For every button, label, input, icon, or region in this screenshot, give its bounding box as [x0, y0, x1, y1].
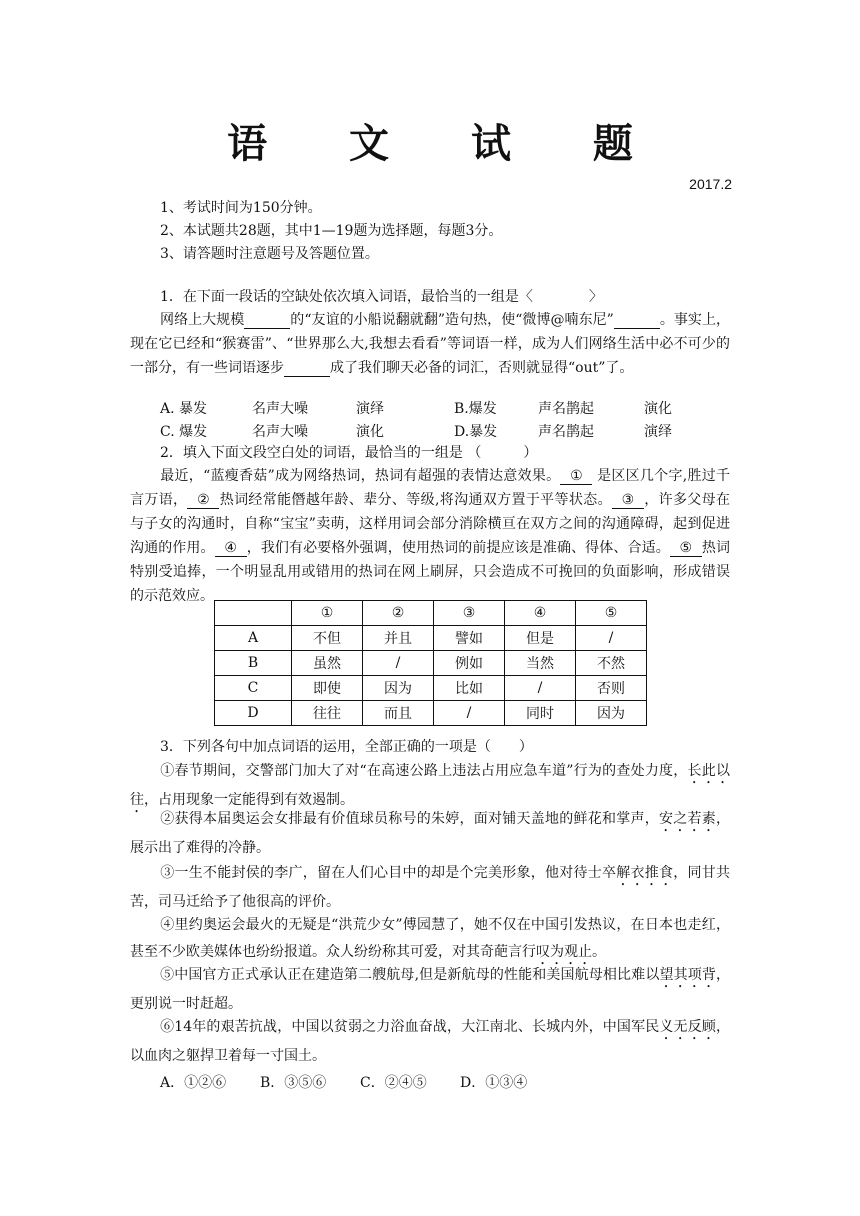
- table-cell: 不但: [292, 626, 363, 651]
- table-cell: [215, 601, 292, 626]
- q3-text: ①春节期间，交警部门加大了对“在高速公路上违法占用应急车道”行为的查处力度，: [160, 763, 688, 779]
- q3-option: B．③⑤⑥: [260, 1075, 327, 1091]
- table-cell: 因为: [576, 701, 647, 726]
- table-row: [215, 651, 647, 676]
- q2-text-4: ，我们有必要格外强调，使用热词的前提应该是准确、得体、合适。: [246, 540, 670, 556]
- table-cell: 但是: [505, 626, 576, 651]
- q1-option: 声名鹊起: [538, 424, 594, 440]
- q3-dotted-phrase: 长此以往: [130, 763, 731, 808]
- q1-option: 演化: [644, 401, 672, 417]
- table-row: [215, 626, 647, 651]
- table-cell: 譬如: [434, 626, 505, 651]
- q2-answer-table: [214, 600, 647, 726]
- q3-stem: 3．下列各句中加点词语的运用，全部正确的一项是（ ）: [160, 739, 533, 755]
- q2-text-0: 最近，“蓝瘦香菇”成为网络热词，热词有超强的表情达意效果。: [160, 468, 561, 484]
- table-cell: 而且: [363, 701, 434, 726]
- q2-stem: 2．填入下面文段空白处的词语，最恰当的一组是 （ ）: [160, 445, 538, 461]
- q1-blank-2: [614, 312, 660, 329]
- q3-sentence-6: [130, 1014, 730, 1070]
- q2-passage: [130, 464, 730, 608]
- instruction-2: 2、本试题共28题，其中1—19题为选择题，每题3分。: [160, 223, 503, 239]
- q1-blank-3: [284, 360, 330, 377]
- q1-text-a: 网络上大规模: [160, 312, 245, 328]
- table-cell: 例如: [434, 651, 505, 676]
- q3-text: ④里约奥运会最火的无疑是“洪荒少女”傅园慧了，她不仅在中国引发热议，在日本也走红，甚至不少欧美媒体也纷纷报道。众人纷纷称其可爱，对其奇葩言行: [130, 917, 730, 960]
- table-cell: A: [215, 626, 292, 651]
- table-cell: /: [434, 701, 505, 726]
- table-cell: /: [363, 651, 434, 676]
- q1-option: 名声大噪: [252, 424, 308, 440]
- q3-sentence-5: [130, 962, 730, 1018]
- q1-options-row-2: [160, 421, 672, 444]
- table-cell: /: [505, 676, 576, 701]
- q1-option: C. 爆发: [160, 424, 208, 440]
- table-cell: ①: [292, 601, 363, 626]
- table-cell: C: [215, 676, 292, 701]
- q1-blank-1: [244, 312, 290, 329]
- q1-option: A. 暴发: [160, 401, 208, 417]
- q3-sentence-2: [130, 806, 730, 862]
- exam-date: 2017.2: [689, 176, 732, 192]
- q3-text: ③一生不能封侯的李广，留在人们心目中的却是个完美形象，他对待士卒: [160, 865, 617, 881]
- q3-dotted-phrase: 叹为观止: [536, 944, 592, 960]
- instruction-3: 3、请答题时注意题号及答题位置。: [160, 246, 379, 262]
- table-row: [215, 601, 647, 626]
- q1-text-b: 的“友谊的小船说翻就翻”造句热，使“微博@喃东尼”: [290, 312, 614, 328]
- table-cell: 比如: [434, 676, 505, 701]
- q3-text: ，占用现象一定能得到有效遏制。: [144, 792, 354, 808]
- q2-text-1: 是区区几个字,胜过千言万语，: [130, 468, 730, 508]
- table-cell: 即使: [292, 676, 363, 701]
- q1-option: 声名鹊起: [538, 401, 594, 417]
- q3-dotted-phrase: 解衣推食: [616, 865, 674, 881]
- q1-stem: 1．在下面一段话的空缺处依次填入词语，最恰当的一组是〈 〉: [160, 289, 603, 305]
- table-cell: 同时: [505, 701, 576, 726]
- q3-option: C．②④⑤: [360, 1075, 427, 1091]
- q1-text-d: 成了我们聊天必备的词汇，否则就显得“out”了。: [330, 360, 634, 376]
- q3-dotted-phrase: 安之若素: [659, 811, 716, 827]
- table-cell: 否则: [576, 676, 647, 701]
- q1-option: D.暴发: [454, 424, 498, 440]
- q3-dotted-phrase: 义无反顾: [659, 1019, 717, 1035]
- q2-text-3: ，许多父母在与子女的沟通时，自称“宝宝”卖萌，这样用词会部分消除横亘在双方之间的沟通障碍，起到促进沟通的作用。: [130, 492, 731, 556]
- q1-text-c: 。事实上，现在它已经和“猴赛雷”、“世界那么大,我想去看看”等词语一样，成为人们网络生活中必不可少的一部分，有一些词语逐步: [130, 312, 730, 376]
- q3-dotted-phrase: 望其项背: [659, 967, 717, 983]
- q2-blank-4: ④: [215, 540, 247, 557]
- q2-blank-1: ①: [560, 468, 592, 485]
- table-cell: D: [215, 701, 292, 726]
- table-cell: 因为: [363, 676, 434, 701]
- q3-sentence-3: [130, 860, 730, 916]
- q3-options: [160, 1072, 527, 1095]
- q1-option: 演化: [356, 424, 384, 440]
- table-cell: 虽然: [292, 651, 363, 676]
- table-cell: ③: [434, 601, 505, 626]
- q3-text: ⑥14年的艰苦抗战，中国以贫弱之力浴血奋战，大江南北、长城内外，中国军民: [160, 1019, 660, 1035]
- q1-option: 名声大噪: [252, 401, 308, 417]
- q3-text: ，同甘共苦，司马迁给予了他很高的评价。: [130, 865, 730, 910]
- table-cell: 当然: [505, 651, 576, 676]
- q3-text: ②获得本届奥运会女排最有价值球员称号的朱婷，面对铺天盖地的鲜花和掌声，: [160, 811, 659, 827]
- table-cell: ④: [505, 601, 576, 626]
- table-cell: B: [215, 651, 292, 676]
- table-cell: ⑤: [576, 601, 647, 626]
- q2-blank-2: ②: [187, 492, 219, 509]
- q3-text: ，更别说一时赶超。: [130, 967, 731, 1012]
- q3-text: 。: [592, 944, 606, 960]
- table-row: [215, 676, 647, 701]
- q1-options-row-1: [160, 398, 672, 421]
- q1-option: 演绎: [356, 401, 384, 417]
- q3-text: ，以血肉之躯捍卫着每一寸国土。: [130, 1019, 731, 1064]
- q2-blank-3: ③: [612, 492, 644, 509]
- q3-sentence-4: [130, 912, 730, 968]
- q3-option: A．①②⑥: [160, 1075, 227, 1091]
- q3-text: ⑤中国官方正式承认正在建造第二艘航母,但是新航母的性能和美国航母相比难以: [160, 967, 660, 983]
- q2-blank-5: ⑤: [670, 540, 702, 557]
- table-cell: 不然: [576, 651, 647, 676]
- table-row: [215, 701, 647, 726]
- table-cell: /: [576, 626, 647, 651]
- table-cell: ②: [363, 601, 434, 626]
- q2-text-2: 热词经常能僭越年龄、辈分、等级,将沟通双方置于平等状态。: [219, 492, 612, 508]
- table-cell: 并且: [363, 626, 434, 651]
- q1-option: 演绎: [644, 424, 672, 440]
- instruction-1: 1、考试时间为150分钟。: [160, 200, 322, 216]
- q2-text-5: 热词特别受追捧，一个明显乱用或错用的热词在网上刷屏，只会造成不可挽回的负面影响，形成错误的示范效应。: [130, 540, 731, 604]
- q3-text: ，展示出了难得的冷静。: [130, 811, 730, 856]
- page-title: 语 文 试 题: [227, 120, 667, 167]
- table-cell: 往往: [292, 701, 363, 726]
- q1-passage: [130, 308, 730, 380]
- q3-option: D．①③④: [460, 1075, 528, 1091]
- q1-option: B.爆发: [454, 401, 497, 417]
